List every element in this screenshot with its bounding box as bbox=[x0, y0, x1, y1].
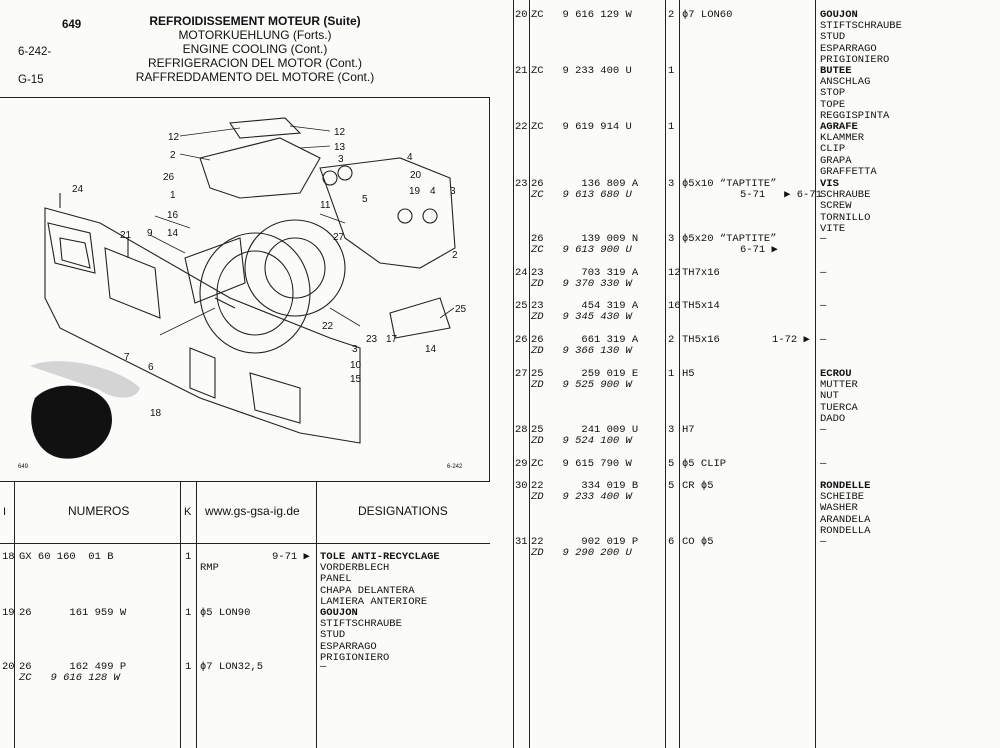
part-number: 26 162 499 P bbox=[19, 661, 127, 673]
callout-label: 2 bbox=[170, 150, 176, 161]
designation-line: CHAPA DELANTERA bbox=[320, 584, 415, 597]
designation-line: STIFTSCHRAUBE bbox=[820, 20, 902, 33]
quantity: 1 bbox=[185, 607, 192, 619]
date-marker: 1-72 ▶ bbox=[772, 334, 810, 346]
designation-line: VIS bbox=[820, 178, 839, 190]
col-header-k: K bbox=[184, 506, 192, 518]
callout-label: 15 bbox=[350, 374, 362, 385]
spec: CO ϕ5 bbox=[682, 536, 714, 548]
part-number: ZC 9 619 914 U bbox=[531, 121, 632, 133]
callout-label: 20 bbox=[410, 170, 422, 181]
callout-label: 4 bbox=[430, 186, 436, 197]
designation-line: — bbox=[320, 661, 327, 673]
quantity: 5 bbox=[668, 480, 675, 492]
diagram-corner-label: 649 bbox=[18, 464, 29, 470]
designation-line: ECROU bbox=[820, 368, 852, 380]
page-titles bbox=[130, 14, 380, 84]
designation-line: — bbox=[820, 424, 827, 436]
callout-label: 24 bbox=[72, 184, 84, 195]
designation-line: RONDELLA bbox=[820, 524, 871, 537]
designation-line: SCHRAUBE bbox=[820, 189, 871, 202]
callout-label: 18 bbox=[150, 408, 162, 419]
row-index: 20 bbox=[2, 661, 15, 673]
part-number-alt: ZC 9 613 900 U bbox=[531, 244, 632, 256]
part-number: 26 161 959 W bbox=[19, 607, 127, 619]
row-index: 23 bbox=[515, 178, 528, 190]
spec: ϕ7 LON60 bbox=[682, 9, 733, 21]
designation-line: GRAPA bbox=[820, 154, 852, 167]
spec: H5 bbox=[682, 368, 695, 380]
designation-line: LAMIERA ANTERIORE bbox=[320, 595, 428, 608]
designation-line: STOP bbox=[820, 87, 846, 100]
designation-line: CLIP bbox=[820, 143, 846, 156]
designation-line: GOUJON bbox=[320, 607, 358, 619]
quantity: 3 bbox=[668, 178, 675, 190]
part-number-alt: ZC 9 613 680 U bbox=[531, 189, 632, 201]
row-index: 27 bbox=[515, 368, 528, 380]
designation-line: — bbox=[820, 458, 827, 470]
designation-line: ARANDELA bbox=[820, 513, 871, 526]
designation-line: ANSCHLAG bbox=[820, 76, 871, 89]
designation-line: VITE bbox=[820, 222, 846, 235]
date-marker: 9-71 ▶ bbox=[272, 551, 310, 563]
designation-line: TOPE bbox=[820, 98, 846, 111]
callout-label: 12 bbox=[168, 132, 180, 143]
designation-line: BUTEE bbox=[820, 65, 852, 77]
callout-label: 13 bbox=[334, 142, 346, 153]
row-index: 18 bbox=[2, 551, 15, 563]
spec: ϕ5x10 “TAPTITE” bbox=[682, 178, 777, 190]
spec: H7 bbox=[682, 424, 695, 436]
col-header-designations: DESIGNATIONS bbox=[358, 504, 448, 518]
designation-line: WASHER bbox=[820, 502, 858, 515]
callout-label: 22 bbox=[322, 321, 334, 332]
designation-line: PANEL bbox=[320, 573, 352, 586]
designation-line: GOUJON bbox=[820, 9, 858, 21]
row-index: 30 bbox=[515, 480, 528, 492]
title-es: REFRIGERACION DEL MOTOR (Cont.) bbox=[147, 56, 363, 70]
designation-line: AGRAFE bbox=[820, 121, 858, 133]
designation-line: ESPARRAGO bbox=[320, 640, 377, 653]
spec: ϕ5 LON90 bbox=[200, 607, 251, 619]
row-index: 28 bbox=[515, 424, 528, 436]
designation-line: PRIGIONIERO bbox=[820, 53, 890, 66]
quantity: 1 bbox=[668, 121, 675, 133]
designation-line: TOLE ANTI-RECYCLAGE bbox=[320, 551, 440, 563]
col-header-website: www.gs-gsa-ig.de bbox=[205, 504, 300, 518]
designation-line: — bbox=[820, 300, 827, 312]
quantity: 16 bbox=[668, 300, 681, 312]
designation-line: — bbox=[820, 233, 827, 245]
designation-line: VORDERBLECH bbox=[320, 562, 390, 575]
designation-line: KLAMMER bbox=[820, 132, 865, 145]
quantity: 3 bbox=[668, 233, 675, 245]
col-header-numeros: NUMEROS bbox=[68, 504, 130, 518]
diagram-corner-label: 6-242 bbox=[447, 464, 463, 470]
callout-label: 14 bbox=[425, 344, 437, 355]
callout-label: 3 bbox=[352, 344, 358, 355]
spec-date: 5-71 ▶ 6-71 bbox=[740, 189, 822, 201]
part-number-alt: ZD 9 524 100 W bbox=[531, 435, 632, 447]
designation-line: TORNILLO bbox=[820, 211, 871, 224]
designation-line: — bbox=[820, 267, 827, 279]
engine-cooling-diagram bbox=[0, 98, 489, 480]
row-index: 29 bbox=[515, 458, 528, 470]
designation-line: TUERCA bbox=[820, 401, 858, 414]
part-number: 26 136 809 A bbox=[531, 178, 639, 190]
page-number: 649 bbox=[62, 19, 82, 31]
part-number-alt: ZC 9 616 128 W bbox=[19, 672, 120, 684]
quantity: 12 bbox=[668, 267, 681, 279]
callout-label: 17 bbox=[386, 334, 398, 345]
callout-label: 1 bbox=[170, 190, 176, 201]
callout-label: 10 bbox=[350, 360, 362, 371]
title-en: ENGINE COOLING (Cont.) bbox=[182, 42, 328, 56]
spec: ϕ5x20 “TAPTITE” bbox=[682, 233, 777, 245]
spec: CR ϕ5 bbox=[682, 480, 714, 492]
quantity: 5 bbox=[668, 458, 675, 470]
designation-line: — bbox=[820, 536, 827, 548]
part-number-alt: ZD 9 233 400 W bbox=[531, 491, 632, 503]
quantity: 1 bbox=[185, 661, 192, 673]
callout-label: 9 bbox=[147, 228, 153, 239]
row-index: 21 bbox=[515, 65, 528, 77]
part-number: 26 139 009 N bbox=[531, 233, 639, 245]
callout-label: 5 bbox=[362, 194, 368, 205]
callout-label: 3 bbox=[450, 186, 456, 197]
part-number: ZC 9 233 400 U bbox=[531, 65, 632, 77]
reference-code-1: 6-242- bbox=[18, 46, 52, 58]
part-number: 25 241 009 U bbox=[531, 424, 639, 436]
part-number-alt: ZD 9 290 200 U bbox=[531, 547, 632, 559]
callout-label: 7 bbox=[124, 352, 130, 363]
row-index: 19 bbox=[2, 607, 15, 619]
callout-label: 6 bbox=[148, 362, 154, 373]
spec-date: 6-71 ▶ bbox=[740, 244, 778, 256]
designation-line: STUD bbox=[320, 629, 346, 642]
designation-line: SCHEIBE bbox=[820, 491, 865, 504]
designation-line: RONDELLE bbox=[820, 480, 871, 492]
row-index: 22 bbox=[515, 121, 528, 133]
callout-label: 21 bbox=[120, 230, 132, 241]
spec: RMP bbox=[200, 562, 219, 574]
callout-label: 26 bbox=[163, 172, 175, 183]
designation-line: DADO bbox=[820, 412, 846, 425]
designation-line: PRIGIONIERO bbox=[320, 651, 390, 664]
part-number: ZC 9 615 790 W bbox=[531, 458, 632, 470]
row-index: 20 bbox=[515, 9, 528, 21]
quantity: 1 bbox=[668, 368, 675, 380]
title-it: RAFFREDDAMENTO DEL MOTORE (Cont.) bbox=[135, 70, 375, 84]
col-header-i: I bbox=[3, 506, 7, 518]
designation-line: — bbox=[820, 334, 827, 346]
designation-line: GRAFFETTA bbox=[820, 165, 877, 178]
row-index: 24 bbox=[515, 267, 528, 279]
row-index: 31 bbox=[515, 536, 528, 548]
spec: TH5x16 bbox=[682, 334, 720, 346]
part-number: 26 661 319 A bbox=[531, 334, 639, 346]
designation-line: SCREW bbox=[820, 200, 852, 213]
callout-label: 14 bbox=[167, 228, 179, 239]
part-number: GX 60 160 01 B bbox=[19, 551, 114, 563]
designation-line: ESPARRAGO bbox=[820, 42, 877, 55]
quantity: 3 bbox=[668, 424, 675, 436]
quantity: 2 bbox=[668, 9, 675, 21]
spec: TH7x16 bbox=[682, 267, 720, 279]
designation-line: STIFTSCHRAUBE bbox=[320, 618, 402, 631]
part-number: ZC 9 616 129 W bbox=[531, 9, 632, 21]
designation-line: STUD bbox=[820, 31, 846, 44]
designation-line: REGGISPINTA bbox=[820, 109, 890, 122]
title-fr: REFROIDISSEMENT MOTEUR (Suite) bbox=[149, 14, 361, 28]
callout-label: 4 bbox=[407, 152, 413, 163]
callout-label: 23 bbox=[366, 334, 378, 345]
callout-label: 16 bbox=[167, 210, 179, 221]
callout-label: 12 bbox=[334, 127, 346, 138]
part-number-alt: ZD 9 525 900 W bbox=[531, 379, 632, 391]
part-number: 23 703 319 A bbox=[531, 267, 639, 279]
quantity: 6 bbox=[668, 536, 675, 548]
callout-label: 11 bbox=[320, 200, 331, 211]
row-index: 25 bbox=[515, 300, 528, 312]
part-number: 22 334 019 B bbox=[531, 480, 639, 492]
part-number-alt: ZD 9 366 130 W bbox=[531, 345, 632, 357]
part-number-alt: ZD 9 370 330 W bbox=[531, 278, 632, 290]
spec: TH5x14 bbox=[682, 300, 720, 312]
part-number: 22 902 019 P bbox=[531, 536, 639, 548]
callout-label: 25 bbox=[455, 304, 467, 315]
spec: ϕ7 LON32,5 bbox=[200, 661, 264, 673]
quantity: 2 bbox=[668, 334, 675, 346]
quantity: 1 bbox=[185, 551, 192, 563]
callout-label: 27 bbox=[333, 232, 345, 243]
callout-label: 3 bbox=[338, 154, 344, 165]
callout-label: 2 bbox=[452, 250, 458, 261]
part-number-alt: ZD 9 345 430 W bbox=[531, 311, 632, 323]
designation-line: NUT bbox=[820, 390, 839, 403]
title-de: MOTORKUEHLUNG (Forts.) bbox=[178, 28, 332, 42]
reference-code-2: G-15 bbox=[18, 74, 44, 86]
row-index: 26 bbox=[515, 334, 528, 346]
quantity: 1 bbox=[668, 65, 675, 77]
spec: ϕ5 CLIP bbox=[682, 458, 727, 470]
part-number: 23 454 319 A bbox=[531, 300, 639, 312]
part-number: 25 259 019 E bbox=[531, 368, 639, 380]
callout-label: 19 bbox=[409, 186, 421, 197]
designation-line: MUTTER bbox=[820, 379, 858, 392]
